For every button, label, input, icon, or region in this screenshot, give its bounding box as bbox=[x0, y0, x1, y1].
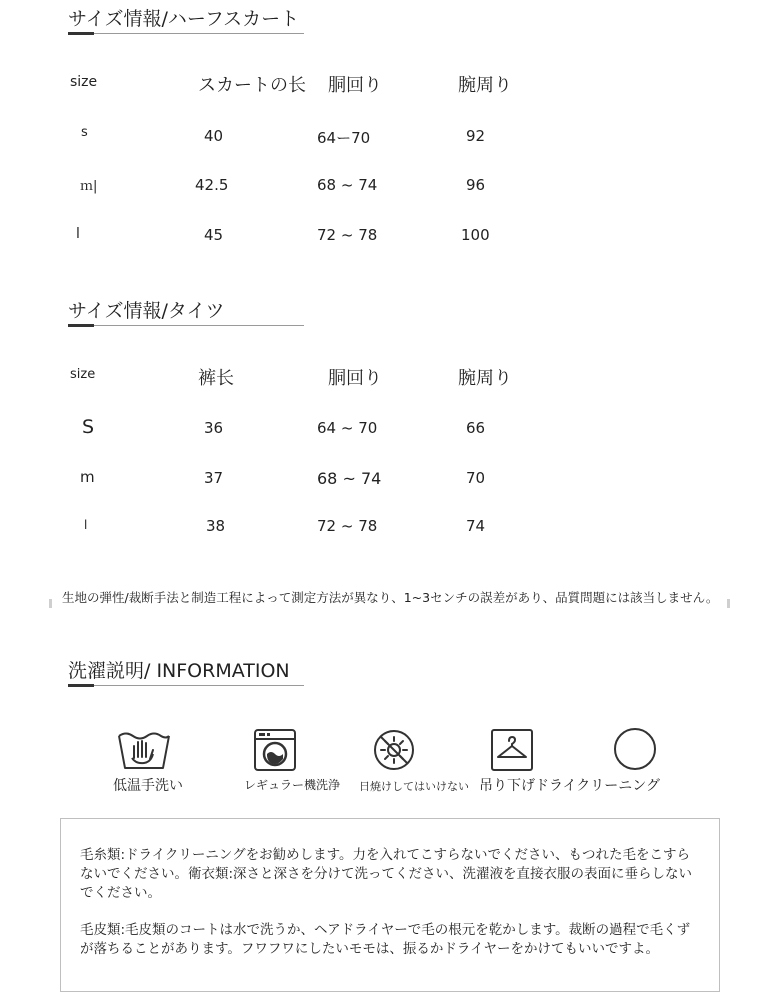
tights-row-3-size: l bbox=[84, 518, 88, 532]
measurement-note: 生地の弾性/裁断手法と制造工程によって測定方法が異なり、1~3センチの誤差があり、品質問題には該当しません。 bbox=[62, 590, 719, 605]
note-left-mark bbox=[49, 599, 52, 608]
washing-machine-label: レギュラー機洗浄 bbox=[243, 778, 340, 792]
tights-header-length: 裤长 bbox=[198, 368, 234, 389]
care-instructions-box bbox=[60, 818, 720, 992]
tights-row-2-size: m bbox=[80, 468, 95, 486]
tights-row-3-arm: 74 bbox=[466, 517, 486, 535]
skirt-row-1-size: s bbox=[81, 125, 88, 140]
wash-title-rule bbox=[68, 685, 304, 686]
tights-row-1-waist: 64 ~ 70 bbox=[317, 419, 378, 437]
tights-section-title: サイズ情報/タイツ bbox=[68, 300, 225, 322]
skirt-header-length: スカートの长 bbox=[198, 75, 306, 96]
skirt-title-accent bbox=[68, 32, 94, 35]
hand-wash-label: 低温手洗い bbox=[113, 778, 183, 794]
tights-row-2-arm: 70 bbox=[466, 469, 486, 487]
skirt-header-arm: 腕周り bbox=[458, 75, 512, 96]
wash-section-title: 洗濯説明/ INFORMATION bbox=[68, 660, 290, 682]
tights-row-2-waist: 68 ~ 74 bbox=[317, 469, 382, 488]
skirt-row-2-size: ｍ| bbox=[80, 179, 98, 194]
tights-row-1-size: S bbox=[82, 416, 95, 438]
skirt-row-2-length: 42.5 bbox=[195, 176, 229, 194]
no-sun-icon bbox=[372, 728, 416, 772]
dry-clean-circle-icon bbox=[612, 726, 658, 772]
hand-wash-icon bbox=[116, 728, 172, 772]
tights-header-size: size bbox=[70, 367, 96, 382]
wash-title-accent bbox=[68, 684, 94, 687]
washing-machine-icon bbox=[253, 728, 297, 772]
skirt-title-rule bbox=[68, 33, 304, 34]
tights-header-waist: 胴回り bbox=[328, 368, 382, 389]
care-text-wool: 毛糸類:ドライクリーニングをお勧めします。力を入れてこすらないでください、もつれた毛をこすらないでください。衛衣類:深さと深さを分けて洗ってください、洗濯液を直接衣服の表面に垂らしないでください。 bbox=[80, 847, 693, 901]
note-right-mark bbox=[727, 599, 730, 608]
tights-header-arm: 腕周り bbox=[458, 368, 512, 389]
skirt-row-3-waist: 72 ~ 78 bbox=[317, 226, 378, 244]
skirt-row-1-arm: 92 bbox=[466, 127, 486, 145]
no-sun-label: 日焼けしてはいけない bbox=[359, 780, 469, 793]
skirt-row-3-size: l bbox=[76, 226, 80, 242]
tights-title-accent bbox=[68, 324, 94, 327]
care-text-fur: 毛皮類:毛皮類のコートは水で洗うか、ヘアドライヤーで毛の根元を乾かします。裁断の過程で毛くずが落ちることがあります。フワフワにしたいモモは、振るかドライヤーをかけてもいいですよ。 bbox=[80, 922, 691, 957]
hang-dry-label: 吊り下げドライクリーニング bbox=[479, 778, 661, 794]
skirt-header-waist: 胴回り bbox=[328, 75, 382, 96]
skirt-row-3-arm: 100 bbox=[461, 226, 490, 244]
tights-row-2-length: 37 bbox=[204, 469, 224, 487]
hang-dry-icon bbox=[490, 728, 534, 772]
tights-row-1-arm: 66 bbox=[466, 419, 486, 437]
skirt-row-1-waist: 64ー70 bbox=[317, 129, 371, 147]
skirt-row-2-waist: 68 ~ 74 bbox=[317, 176, 378, 194]
skirt-row-2-arm: 96 bbox=[466, 176, 486, 194]
tights-row-3-waist: 72 ~ 78 bbox=[317, 517, 378, 535]
tights-title-rule bbox=[68, 325, 304, 326]
skirt-header-size: size bbox=[70, 74, 98, 90]
skirt-row-3-length: 45 bbox=[204, 226, 224, 244]
tights-row-3-length: 38 bbox=[206, 517, 226, 535]
skirt-section-title: サイズ情報/ハーフスカート bbox=[68, 8, 300, 30]
tights-row-1-length: 36 bbox=[204, 419, 224, 437]
skirt-row-1-length: 40 bbox=[204, 127, 224, 145]
